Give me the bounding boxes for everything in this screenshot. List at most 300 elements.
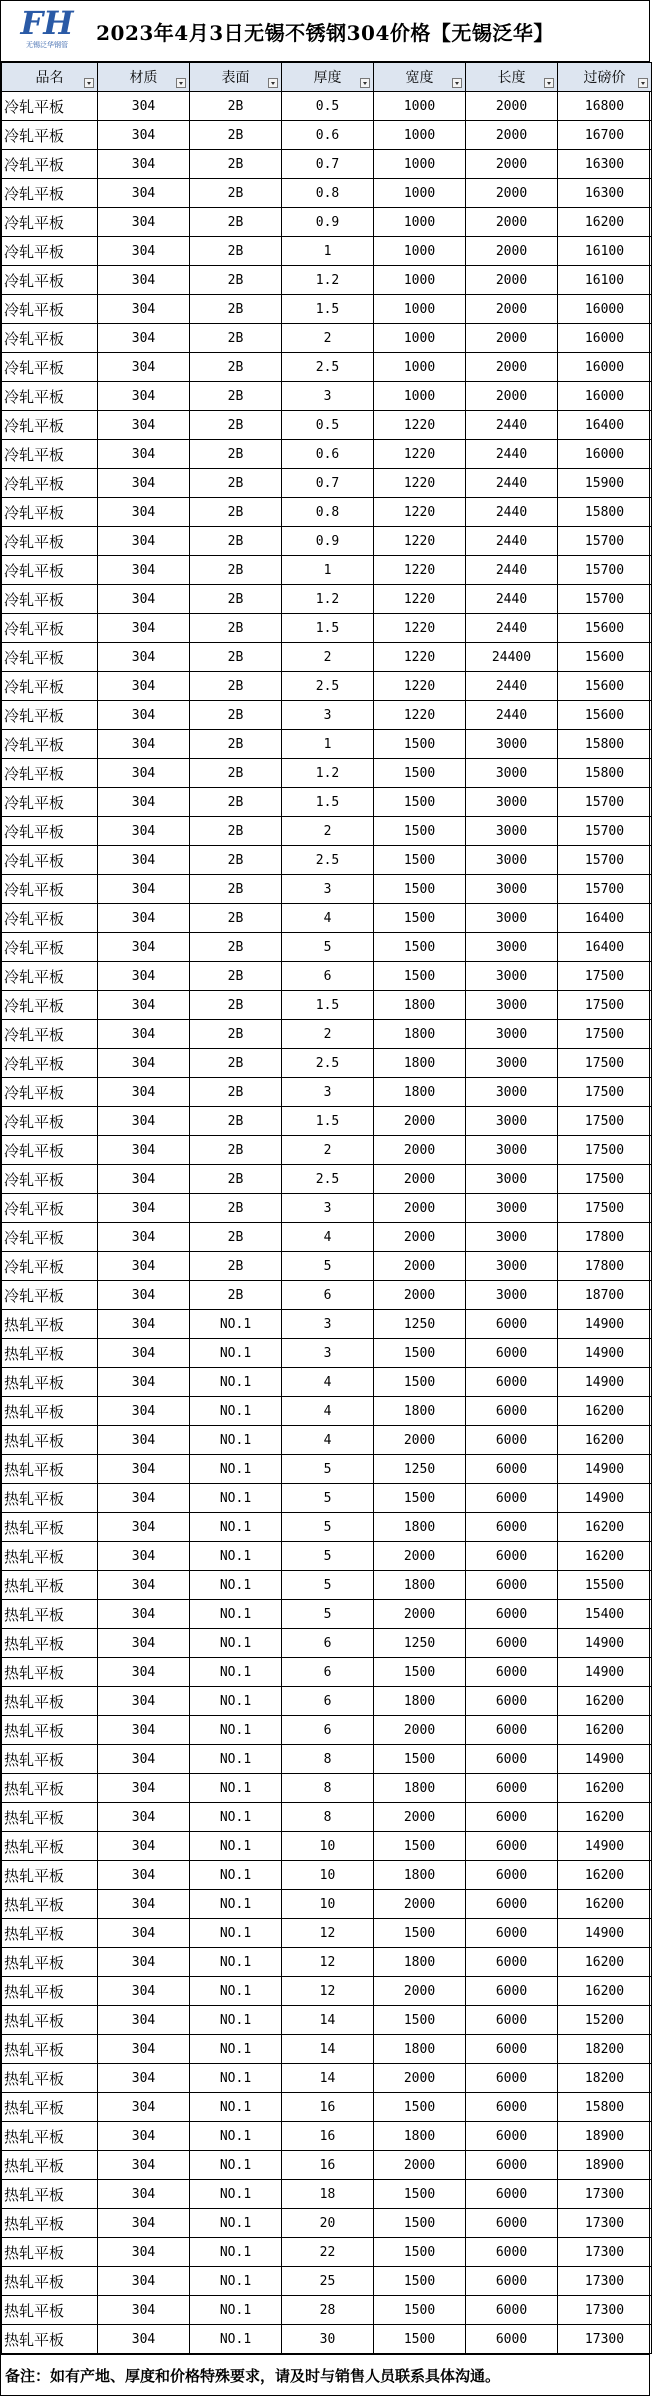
- filter-dropdown-icon[interactable]: [452, 78, 462, 88]
- cell-surface: NO.1: [190, 1774, 282, 1803]
- filter-dropdown-icon[interactable]: [268, 78, 278, 88]
- table-row: [2, 585, 652, 614]
- cell-length: 2000: [466, 353, 558, 382]
- cell-width: 1000: [374, 353, 466, 382]
- table-row: [2, 1745, 652, 1774]
- cell-surface: 2B: [190, 92, 282, 121]
- cell-surface: 2B: [190, 556, 282, 585]
- cell-material: 304: [98, 1716, 190, 1745]
- cell-length: 6000: [466, 2093, 558, 2122]
- cell-width: 2000: [374, 1977, 466, 2006]
- cell-thickness: 2.5: [282, 672, 374, 701]
- column-header-price[interactable]: 过磅价: [558, 63, 652, 92]
- cell-width: 1500: [374, 904, 466, 933]
- cell-thickness: 14: [282, 2006, 374, 2035]
- cell-length: 3000: [466, 875, 558, 904]
- cell-length: 6000: [466, 2151, 558, 2180]
- cell-width: 1500: [374, 730, 466, 759]
- cell-surface: 2B: [190, 208, 282, 237]
- filter-dropdown-icon[interactable]: [638, 78, 648, 88]
- cell-surface: NO.1: [190, 2064, 282, 2093]
- table-row: [2, 2064, 652, 2093]
- cell-surface: 2B: [190, 1020, 282, 1049]
- cell-price: 16800: [558, 92, 652, 121]
- cell-surface: 2B: [190, 1252, 282, 1281]
- cell-thickness: 0.7: [282, 469, 374, 498]
- cell-price: 15400: [558, 1600, 652, 1629]
- cell-price: 15800: [558, 759, 652, 788]
- cell-width: 1500: [374, 2180, 466, 2209]
- table-row: [2, 2238, 652, 2267]
- column-header-length[interactable]: 长度: [466, 63, 558, 92]
- cell-price: 16200: [558, 1774, 652, 1803]
- cell-width: 1500: [374, 875, 466, 904]
- cell-price: 16400: [558, 933, 652, 962]
- cell-material: 304: [98, 2064, 190, 2093]
- cell-surface: 2B: [190, 672, 282, 701]
- cell-material: 304: [98, 1513, 190, 1542]
- cell-price: 16200: [558, 1687, 652, 1716]
- cell-thickness: 3: [282, 701, 374, 730]
- cell-width: 1500: [374, 817, 466, 846]
- cell-width: 2000: [374, 2151, 466, 2180]
- cell-length: 3000: [466, 1078, 558, 1107]
- cell-width: 1800: [374, 1078, 466, 1107]
- cell-width: 1220: [374, 672, 466, 701]
- cell-name: 冷轧平板: [2, 324, 98, 353]
- cell-length: 2000: [466, 92, 558, 121]
- cell-material: 304: [98, 1194, 190, 1223]
- cell-surface: 2B: [190, 817, 282, 846]
- table-row: [2, 701, 652, 730]
- cell-surface: 2B: [190, 701, 282, 730]
- cell-price: 15700: [558, 556, 652, 585]
- cell-length: 2440: [466, 585, 558, 614]
- cell-name: 热轧平板: [2, 2151, 98, 2180]
- cell-surface: 2B: [190, 295, 282, 324]
- cell-length: 3000: [466, 933, 558, 962]
- cell-price: 17300: [558, 2296, 652, 2325]
- cell-thickness: 0.5: [282, 411, 374, 440]
- cell-thickness: 2.5: [282, 1049, 374, 1078]
- table-row: [2, 1397, 652, 1426]
- cell-length: 6000: [466, 2064, 558, 2093]
- cell-price: 15500: [558, 1571, 652, 1600]
- cell-surface: NO.1: [190, 1455, 282, 1484]
- column-header-thickness[interactable]: 厚度: [282, 63, 374, 92]
- cell-surface: 2B: [190, 1223, 282, 1252]
- cell-width: 1220: [374, 440, 466, 469]
- cell-material: 304: [98, 1745, 190, 1774]
- table-row: [2, 1542, 652, 1571]
- cell-name: 热轧平板: [2, 1745, 98, 1774]
- cell-width: 1800: [374, 2035, 466, 2064]
- table-row: [2, 1803, 652, 1832]
- filter-dropdown-icon[interactable]: [176, 78, 186, 88]
- cell-material: 304: [98, 788, 190, 817]
- cell-width: 1800: [374, 1948, 466, 1977]
- cell-name: 冷轧平板: [2, 1078, 98, 1107]
- cell-price: 14900: [558, 1832, 652, 1861]
- cell-material: 304: [98, 1861, 190, 1890]
- cell-price: 15200: [558, 2006, 652, 2035]
- cell-name: 热轧平板: [2, 2238, 98, 2267]
- cell-width: 2000: [374, 1803, 466, 1832]
- column-header-material[interactable]: 材质: [98, 63, 190, 92]
- cell-name: 冷轧平板: [2, 933, 98, 962]
- cell-name: 冷轧平板: [2, 556, 98, 585]
- cell-thickness: 25: [282, 2267, 374, 2296]
- table-row: [2, 324, 652, 353]
- cell-material: 304: [98, 614, 190, 643]
- cell-length: 2440: [466, 701, 558, 730]
- table-row: [2, 295, 652, 324]
- table-row: [2, 1339, 652, 1368]
- cell-price: 15700: [558, 527, 652, 556]
- cell-width: 1500: [374, 2296, 466, 2325]
- table-row: [2, 1977, 652, 2006]
- cell-length: 6000: [466, 1397, 558, 1426]
- cell-price: 14900: [558, 1310, 652, 1339]
- table-row: [2, 1890, 652, 1919]
- cell-surface: NO.1: [190, 1803, 282, 1832]
- cell-thickness: 1.5: [282, 295, 374, 324]
- cell-price: 17500: [558, 1194, 652, 1223]
- cell-surface: 2B: [190, 382, 282, 411]
- cell-width: 1500: [374, 788, 466, 817]
- cell-length: 2000: [466, 382, 558, 411]
- table-row: [2, 2180, 652, 2209]
- cell-price: 16300: [558, 150, 652, 179]
- table-row: [2, 498, 652, 527]
- table-row: [2, 179, 652, 208]
- cell-width: 1000: [374, 382, 466, 411]
- cell-price: 18200: [558, 2064, 652, 2093]
- cell-material: 304: [98, 1426, 190, 1455]
- cell-surface: NO.1: [190, 1948, 282, 1977]
- table-row: [2, 2325, 652, 2354]
- cell-thickness: 5: [282, 1571, 374, 1600]
- cell-material: 304: [98, 440, 190, 469]
- cell-price: 16200: [558, 1397, 652, 1426]
- cell-name: 冷轧平板: [2, 353, 98, 382]
- cell-material: 304: [98, 1484, 190, 1513]
- cell-price: 17500: [558, 1020, 652, 1049]
- cell-name: 冷轧平板: [2, 1252, 98, 1281]
- table-row: [2, 2093, 652, 2122]
- cell-thickness: 1: [282, 730, 374, 759]
- cell-surface: 2B: [190, 962, 282, 991]
- cell-price: 16000: [558, 440, 652, 469]
- cell-material: 304: [98, 150, 190, 179]
- cell-length: 6000: [466, 1339, 558, 1368]
- cell-material: 304: [98, 1339, 190, 1368]
- column-header-surface[interactable]: 表面: [190, 63, 282, 92]
- cell-thickness: 14: [282, 2064, 374, 2093]
- cell-material: 304: [98, 701, 190, 730]
- cell-price: 16000: [558, 382, 652, 411]
- cell-thickness: 3: [282, 1339, 374, 1368]
- cell-surface: NO.1: [190, 1426, 282, 1455]
- cell-length: 2000: [466, 237, 558, 266]
- cell-thickness: 2.5: [282, 846, 374, 875]
- table-row: [2, 991, 652, 1020]
- cell-material: 304: [98, 933, 190, 962]
- cell-width: 1220: [374, 556, 466, 585]
- cell-length: 6000: [466, 1716, 558, 1745]
- cell-thickness: 5: [282, 1455, 374, 1484]
- cell-length: 6000: [466, 1600, 558, 1629]
- cell-name: 热轧平板: [2, 2180, 98, 2209]
- table-row: [2, 1571, 652, 1600]
- cell-material: 304: [98, 846, 190, 875]
- cell-length: 3000: [466, 788, 558, 817]
- cell-surface: 2B: [190, 759, 282, 788]
- cell-thickness: 1.5: [282, 614, 374, 643]
- cell-price: 14900: [558, 1339, 652, 1368]
- cell-material: 304: [98, 672, 190, 701]
- cell-length: 24400: [466, 643, 558, 672]
- cell-width: 1500: [374, 2006, 466, 2035]
- cell-surface: NO.1: [190, 1484, 282, 1513]
- cell-thickness: 20: [282, 2209, 374, 2238]
- cell-material: 304: [98, 121, 190, 150]
- cell-name: 热轧平板: [2, 1803, 98, 1832]
- cell-price: 16000: [558, 324, 652, 353]
- cell-width: 1220: [374, 469, 466, 498]
- cell-surface: 2B: [190, 324, 282, 353]
- cell-price: 16400: [558, 904, 652, 933]
- table-row: [2, 1165, 652, 1194]
- table-row: [2, 1020, 652, 1049]
- cell-length: 6000: [466, 2209, 558, 2238]
- cell-surface: NO.1: [190, 2035, 282, 2064]
- cell-surface: 2B: [190, 1194, 282, 1223]
- cell-surface: 2B: [190, 585, 282, 614]
- cell-width: 1500: [374, 2209, 466, 2238]
- cell-name: 冷轧平板: [2, 179, 98, 208]
- table-row: [2, 92, 652, 121]
- cell-thickness: 6: [282, 1658, 374, 1687]
- cell-width: 1500: [374, 1745, 466, 1774]
- cell-price: 16200: [558, 1513, 652, 1542]
- cell-material: 304: [98, 2296, 190, 2325]
- table-row: [2, 2122, 652, 2151]
- table-row: [2, 1629, 652, 1658]
- cell-length: 2000: [466, 266, 558, 295]
- cell-surface: 2B: [190, 179, 282, 208]
- cell-price: 17800: [558, 1223, 652, 1252]
- cell-name: 冷轧平板: [2, 788, 98, 817]
- cell-surface: 2B: [190, 266, 282, 295]
- cell-material: 304: [98, 1223, 190, 1252]
- table-row: [2, 643, 652, 672]
- cell-width: 1000: [374, 179, 466, 208]
- cell-length: 6000: [466, 1571, 558, 1600]
- cell-width: 2000: [374, 1136, 466, 1165]
- cell-thickness: 5: [282, 1542, 374, 1571]
- cell-width: 1800: [374, 991, 466, 1020]
- cell-name: 热轧平板: [2, 1658, 98, 1687]
- cell-thickness: 6: [282, 1281, 374, 1310]
- cell-width: 1500: [374, 1919, 466, 1948]
- cell-material: 304: [98, 904, 190, 933]
- table-row: [2, 672, 652, 701]
- cell-name: 冷轧平板: [2, 1049, 98, 1078]
- table-row: [2, 2296, 652, 2325]
- cell-width: 2000: [374, 1281, 466, 1310]
- cell-material: 304: [98, 411, 190, 440]
- cell-thickness: 6: [282, 1629, 374, 1658]
- cell-thickness: 1.5: [282, 1107, 374, 1136]
- cell-price: 14900: [558, 1745, 652, 1774]
- table-row: [2, 2209, 652, 2238]
- cell-name: 热轧平板: [2, 2122, 98, 2151]
- cell-width: 1250: [374, 1310, 466, 1339]
- table-row: [2, 266, 652, 295]
- filter-dropdown-icon[interactable]: [360, 78, 370, 88]
- cell-width: 1500: [374, 1832, 466, 1861]
- cell-thickness: 10: [282, 1861, 374, 1890]
- cell-surface: 2B: [190, 614, 282, 643]
- table-row: [2, 1455, 652, 1484]
- cell-price: 15600: [558, 701, 652, 730]
- cell-price: 17500: [558, 1136, 652, 1165]
- table-row: [2, 1107, 652, 1136]
- cell-length: 3000: [466, 904, 558, 933]
- cell-material: 304: [98, 469, 190, 498]
- cell-surface: 2B: [190, 411, 282, 440]
- cell-length: 2000: [466, 150, 558, 179]
- cell-name: 冷轧平板: [2, 382, 98, 411]
- cell-length: 3000: [466, 1194, 558, 1223]
- table-header-row: [2, 63, 652, 92]
- cell-material: 304: [98, 1078, 190, 1107]
- filter-dropdown-icon[interactable]: [544, 78, 554, 88]
- cell-thickness: 10: [282, 1890, 374, 1919]
- cell-thickness: 2: [282, 643, 374, 672]
- cell-thickness: 0.8: [282, 498, 374, 527]
- table-row: [2, 614, 652, 643]
- cell-width: 1800: [374, 1774, 466, 1803]
- cell-width: 2000: [374, 2064, 466, 2093]
- cell-width: 1500: [374, 2267, 466, 2296]
- cell-name: 热轧平板: [2, 2035, 98, 2064]
- cell-width: 1800: [374, 1571, 466, 1600]
- cell-width: 2000: [374, 1426, 466, 1455]
- cell-width: 2000: [374, 1194, 466, 1223]
- column-header-name[interactable]: 品名: [2, 63, 98, 92]
- cell-surface: 2B: [190, 527, 282, 556]
- cell-length: 6000: [466, 2006, 558, 2035]
- cell-name: 热轧平板: [2, 1484, 98, 1513]
- cell-length: 6000: [466, 1774, 558, 1803]
- cell-width: 1000: [374, 92, 466, 121]
- cell-name: 热轧平板: [2, 1339, 98, 1368]
- cell-name: 热轧平板: [2, 1513, 98, 1542]
- cell-thickness: 5: [282, 1252, 374, 1281]
- cell-width: 1500: [374, 1368, 466, 1397]
- logo-mark: FH: [20, 4, 74, 42]
- cell-material: 304: [98, 324, 190, 353]
- column-header-width[interactable]: 宽度: [374, 63, 466, 92]
- cell-length: 6000: [466, 1687, 558, 1716]
- cell-length: 2000: [466, 208, 558, 237]
- cell-material: 304: [98, 1600, 190, 1629]
- cell-name: 冷轧平板: [2, 962, 98, 991]
- filter-dropdown-icon[interactable]: [84, 78, 94, 88]
- cell-length: 2440: [466, 527, 558, 556]
- cell-thickness: 4: [282, 1397, 374, 1426]
- cell-surface: 2B: [190, 643, 282, 672]
- cell-price: 15600: [558, 614, 652, 643]
- cell-surface: 2B: [190, 1049, 282, 1078]
- cell-name: 冷轧平板: [2, 1107, 98, 1136]
- cell-thickness: 8: [282, 1774, 374, 1803]
- cell-thickness: 16: [282, 2093, 374, 2122]
- cell-thickness: 12: [282, 1977, 374, 2006]
- cell-length: 6000: [466, 2325, 558, 2354]
- cell-material: 304: [98, 1542, 190, 1571]
- cell-width: 1000: [374, 208, 466, 237]
- cell-material: 304: [98, 875, 190, 904]
- cell-width: 1500: [374, 1339, 466, 1368]
- page-title: 2023年4月3日无锡不锈钢304价格【无锡泛华】: [96, 20, 554, 45]
- cell-name: 热轧平板: [2, 1455, 98, 1484]
- cell-length: 2440: [466, 614, 558, 643]
- cell-name: 冷轧平板: [2, 817, 98, 846]
- cell-price: 16100: [558, 266, 652, 295]
- cell-width: 2000: [374, 1252, 466, 1281]
- cell-thickness: 5: [282, 1484, 374, 1513]
- cell-material: 304: [98, 1165, 190, 1194]
- cell-length: 2000: [466, 179, 558, 208]
- table-row: [2, 788, 652, 817]
- cell-price: 15700: [558, 585, 652, 614]
- cell-name: 冷轧平板: [2, 1020, 98, 1049]
- cell-material: 304: [98, 1977, 190, 2006]
- cell-material: 304: [98, 1803, 190, 1832]
- cell-length: 6000: [466, 1426, 558, 1455]
- cell-price: 16200: [558, 1890, 652, 1919]
- cell-thickness: 0.8: [282, 179, 374, 208]
- table-row: [2, 875, 652, 904]
- cell-length: 2440: [466, 411, 558, 440]
- table-row: [2, 2035, 652, 2064]
- table-row: [2, 2006, 652, 2035]
- table-row: [2, 411, 652, 440]
- cell-thickness: 1.2: [282, 266, 374, 295]
- cell-name: 热轧平板: [2, 1571, 98, 1600]
- cell-material: 304: [98, 585, 190, 614]
- cell-thickness: 3: [282, 875, 374, 904]
- cell-name: 冷轧平板: [2, 498, 98, 527]
- cell-thickness: 14: [282, 2035, 374, 2064]
- cell-surface: NO.1: [190, 2093, 282, 2122]
- cell-thickness: 0.9: [282, 527, 374, 556]
- cell-name: 热轧平板: [2, 2267, 98, 2296]
- cell-price: 16200: [558, 1716, 652, 1745]
- cell-name: 冷轧平板: [2, 121, 98, 150]
- cell-thickness: 8: [282, 1803, 374, 1832]
- cell-length: 2000: [466, 121, 558, 150]
- logo-subtitle: 无锡泛华钢管: [26, 41, 68, 49]
- cell-length: 6000: [466, 1455, 558, 1484]
- cell-thickness: 2: [282, 1020, 374, 1049]
- cell-thickness: 4: [282, 1223, 374, 1252]
- table-row: [2, 382, 652, 411]
- cell-thickness: 18: [282, 2180, 374, 2209]
